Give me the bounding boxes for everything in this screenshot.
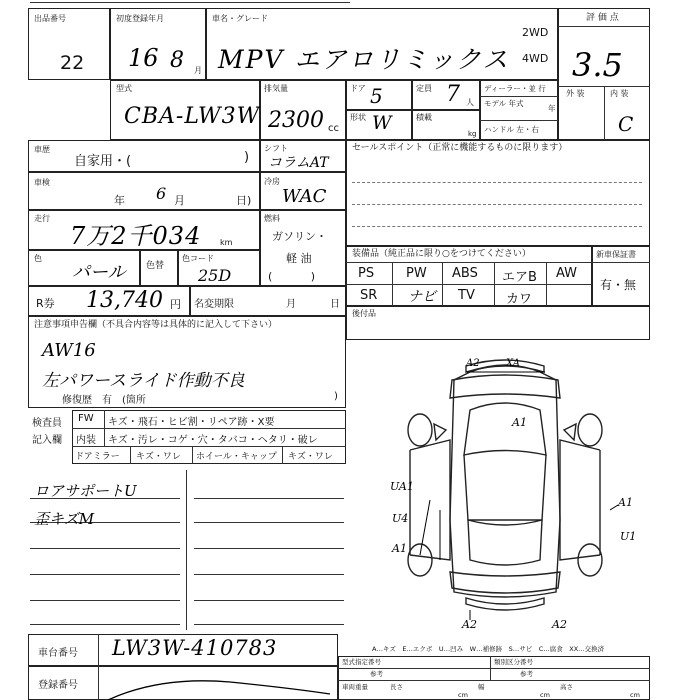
capacity-label: 定員 [416, 84, 432, 93]
plate-label: 登録番号 [38, 680, 78, 691]
equip-navi: ナビ [408, 289, 436, 305]
color-change-label: 色替 [146, 261, 165, 271]
notes-line2: 左パワースライド作動不良 [42, 371, 245, 391]
lot-label: 出品番号 [34, 14, 66, 23]
door-label: ドア [350, 84, 366, 93]
fuel-diesel: 軽 油 [286, 252, 312, 265]
equip-pw: PW [406, 266, 427, 281]
fw-label: FW [78, 413, 94, 424]
diagram-legend: A…キズ E…エクボ U…凹み W…補修跡 S…サビ C…腐食 XX…交換済 [372, 645, 605, 653]
recycle-label: R券 [36, 297, 55, 310]
notes-line1: AW16 [42, 340, 96, 361]
interior-row-items: キズ・汚レ・コゲ・穴・タバコ・ヘタリ・破レ [108, 435, 318, 446]
equip-sr: SR [360, 288, 378, 303]
usage-close: ) [244, 150, 250, 165]
hand-note-2: 歪キズM [34, 510, 95, 528]
reg-month: 8 [170, 48, 184, 73]
cc-unit: cc [328, 123, 339, 134]
diagram-mark-6: U4 [392, 512, 409, 525]
inspector-label: 検査員 [32, 418, 62, 429]
dealer-label: ディーラー・並 行 [484, 84, 546, 93]
drive-2wd: 2WD [522, 26, 549, 39]
equip-leather: カワ [506, 292, 533, 307]
form-label: 型式指定番号 [342, 658, 381, 666]
diagram-mark-7: U1 [620, 530, 637, 543]
equip-ps: PS [358, 266, 375, 281]
height-label: 高さ [560, 683, 573, 691]
shape-label: 形状 [350, 113, 366, 122]
model-value: CBA-LW3W [124, 104, 261, 129]
equipment-title: 装備品（純正品に限り○をつけてください） [352, 249, 531, 259]
equip-airbag: エアB [502, 270, 537, 285]
name-change-month: 月 [286, 299, 296, 310]
diagram-mark-3: A1 [512, 416, 527, 429]
kg-unit: kg [468, 130, 477, 138]
capacity-unit: 人 [466, 98, 474, 107]
equip-abs: ABS [452, 266, 478, 281]
aircon-label: 冷房 [264, 177, 280, 186]
cm-unit-1: cm [458, 691, 468, 699]
model-label: 型式 [116, 84, 132, 93]
chassis-label: 車台番号 [38, 648, 78, 659]
interior-grade: C [618, 112, 634, 136]
car-name-label: 車名・グレード [212, 14, 268, 23]
width-label: 幅 [478, 683, 485, 691]
wheel-label: ホイール・キャップ [196, 452, 277, 462]
vehicle-weight-label: 車両重量 [342, 683, 368, 691]
color-label: 色 [34, 254, 42, 263]
entry-label: 記入欄 [32, 435, 62, 446]
interior-label: 内 装 [610, 89, 629, 98]
ref-label-1: 参考 [370, 670, 383, 678]
year-unit: 年 [548, 104, 556, 113]
usage-label: 車歴 [34, 145, 50, 154]
inspection-year: 年 [114, 194, 125, 207]
mirror-label: ドアミラー [75, 452, 120, 462]
wheel-items: キズ・ワレ [288, 452, 333, 462]
first-reg-label: 初度登録年月 [116, 14, 164, 23]
load-label: 積載 [416, 113, 432, 122]
km-unit: km [220, 238, 233, 247]
name-change-day: 日 [330, 299, 340, 310]
door-value: 5 [370, 84, 383, 108]
cm-unit-2: cm [540, 691, 550, 699]
sales-point-label: セールスポイント（正常に機能するものに限ります） [352, 143, 568, 153]
color-value: パール [72, 262, 126, 283]
lot-number: 22 [60, 52, 85, 74]
diagram-mark-5: A1 [618, 496, 633, 509]
notes-title: 注意事項申告欄（不具合内容等は具体的に記入して下さい） [34, 320, 278, 330]
grade-value: 3.5 [572, 46, 623, 84]
repair-close: ) [334, 391, 338, 402]
car-name: MPV エアロリミックス [218, 45, 510, 74]
class-label: 類別区分番号 [494, 658, 533, 666]
shift-value: コラムAT [268, 155, 329, 171]
ref-label-2: 参考 [520, 670, 533, 678]
shift-label: シフト [264, 144, 288, 153]
diagram-mark-10: A2 [552, 618, 567, 631]
equip-aw: AW [556, 266, 578, 281]
chassis-number: LW3W-410783 [112, 636, 278, 660]
warranty-value: 有・無 [600, 278, 637, 292]
reg-year: 16 [128, 44, 159, 72]
name-change-label: 名変期限 [194, 299, 234, 310]
displacement-value: 2300 [268, 108, 324, 133]
drive-4wd: 4WD [522, 52, 549, 65]
usage-value: 自家用・( [74, 154, 132, 169]
model-year-label: モデル 年式 [484, 99, 524, 108]
diagram-mark-2: XA [506, 358, 520, 369]
repair-label: 修復歴 有 (箇所 [62, 395, 146, 406]
warranty-label: 新車保証書 [596, 250, 636, 259]
month-unit: 月 [194, 66, 202, 75]
fuel-value: ガソリン・ [272, 230, 327, 243]
handle-label: ハンドル 左・右 [484, 125, 539, 134]
color-code-value: 25D [198, 266, 232, 285]
fuel-label: 燃料 [264, 214, 280, 223]
aftermarket-label: 後付品 [352, 309, 376, 318]
diagram-mark-9: A2 [462, 618, 477, 631]
shape-value: W [372, 112, 392, 134]
diagram-mark-8: A1 [392, 542, 407, 555]
displacement-label: 排気量 [264, 84, 288, 93]
recycle-amount: 13,740 [86, 288, 163, 313]
diagram-mark-4: UA1 [390, 480, 414, 493]
mileage-label: 走行 [34, 214, 50, 223]
cm-unit-3: cm [630, 691, 640, 699]
interior-row-label: 内装 [76, 435, 96, 446]
fw-items: キズ・飛石・ヒビ割・リペア跡・X要 [108, 417, 275, 428]
inspection-month-number: 6 [156, 184, 167, 203]
inspection-day: 日) [236, 194, 252, 207]
aircon-value: WAC [282, 186, 327, 207]
inspection-month: 月 [174, 194, 185, 207]
grade-label: 評 価 点 [586, 13, 619, 23]
length-label: 長さ [390, 683, 403, 691]
fuel-other: ( ) [268, 270, 316, 283]
hand-note-1: ロアサポートU [34, 482, 137, 500]
exterior-label: 外 装 [566, 89, 585, 98]
diagram-mark-1: A2 [466, 358, 480, 369]
inspection-label: 車検 [34, 178, 50, 187]
yen-unit: 円 [170, 298, 181, 311]
equip-tv: TV [458, 288, 475, 303]
color-code-label: 色コード [182, 254, 214, 263]
mirror-items: キズ・ワレ [136, 452, 181, 462]
mileage-value: 7万2千034 [70, 222, 202, 250]
capacity-value: 7 [446, 82, 460, 107]
